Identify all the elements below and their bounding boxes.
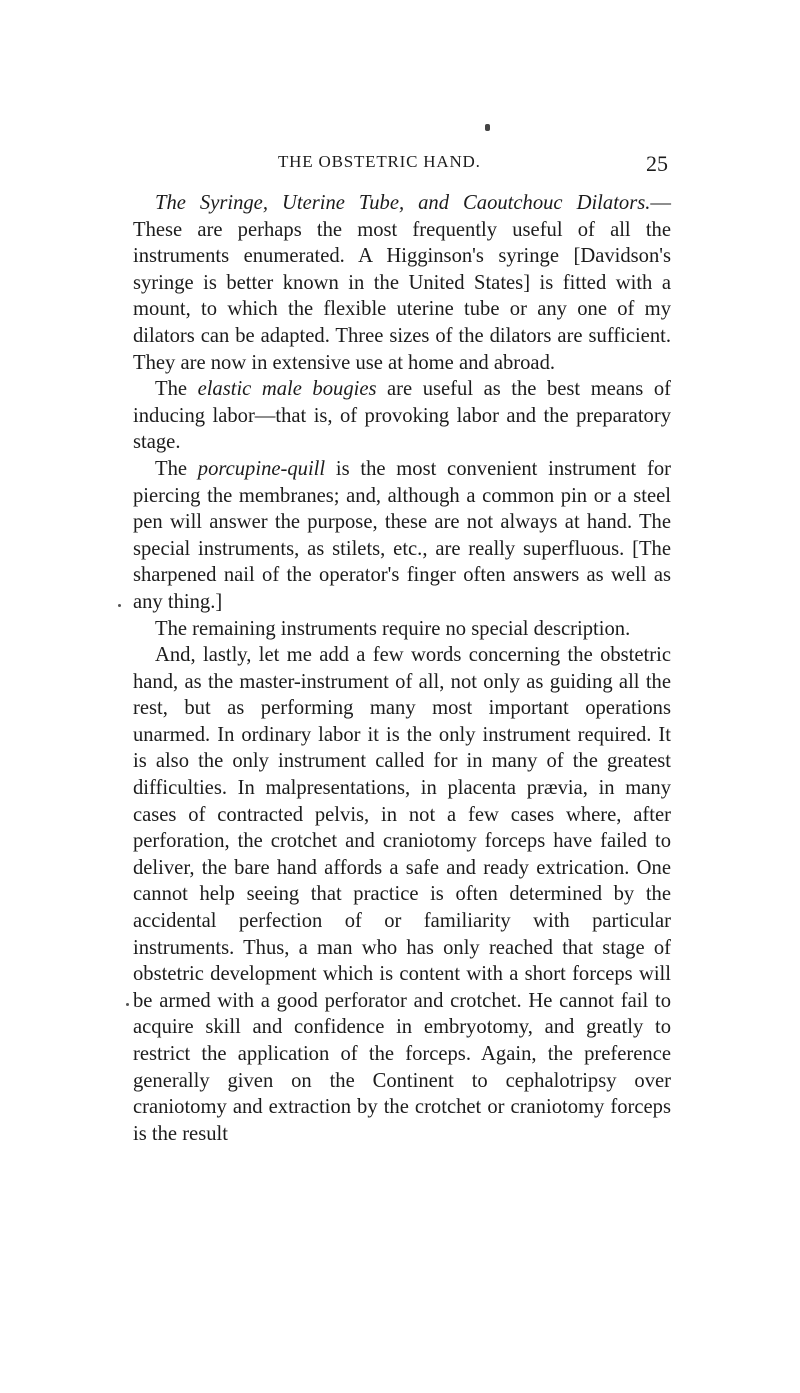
paragraph-porcupine-quill — [133, 456, 671, 616]
paragraph-text: is the most convenient instrument for piercing the membranes; and, although a common pin or a steel pen will answer the purpose, these are not always at hand. The special instruments, as stilets, etc., are really superfluous. [The sharpened nail of the operator's finger often answers as well as any thing.] — [133, 457, 671, 613]
body-text — [133, 190, 671, 1147]
running-title: THE OBSTETRIC HAND. — [278, 152, 481, 171]
margin-speck — [118, 604, 121, 607]
paragraph-remaining-instruments — [133, 616, 671, 643]
page-number: 25 — [646, 151, 668, 176]
print-mark — [485, 124, 490, 131]
paragraph-bougies — [133, 376, 671, 456]
paragraph-text: And, lastly, let me add a few words concerning the obstetric hand, as the master-instrument of all, not only as guiding all the rest, but as performing many most important operations unarmed. In ordinary labor it is the only instrument required. It is also the only instrument called for in many of the greatest difficulties. In malpresentations, in placenta prævia, in many cases of contracted pelvis, in not a few cases where, after perforation, the crotchet and craniotomy forceps have failed to deliver, the bare hand affords a safe and ready extrication. One cannot help seeing that practice is often determined by the accidental perfection of or familiarity with particular instruments. Thus, a man who has only reached that stage of obstetric development which is content with a short forceps will be armed with a good perforator and crotchet. He cannot fail to acquire skill and confidence in embryotomy, and greatly to restrict the application of the forceps. Again, the preference generally given on the Continent to cephalotripsy over craniotomy and extraction by the crotchet or craniotomy forceps is the result — [133, 644, 671, 1145]
paragraph-text: are useful as the best means of inducing labor—that is, of provoking labor and the preparatory stage. — [133, 378, 671, 454]
paragraph-dilators — [133, 190, 671, 376]
paragraph-lead: The — [155, 457, 198, 480]
margin-speck — [126, 1003, 129, 1006]
section-heading: The Syringe, Uterine Tube, and Caoutchouc Dilators. — [155, 192, 651, 214]
paragraph-text: — These are perhaps the most frequently useful of all the instruments enumerated. A Higginson's syringe [Davidson's syringe is better known in the United States] is fitted with a mount, to which the flexible uterine tube or any one of my dilators can be adapted. Three sizes of the dilators are sufficient. They are now in extensive use at home and abroad. — [133, 192, 671, 374]
paragraph-text: The remaining instruments require no special description. — [155, 617, 631, 640]
page-header — [278, 149, 668, 179]
italic-term: elastic male bougies — [197, 378, 377, 401]
italic-term: porcupine-quill — [197, 457, 326, 480]
paragraph-obstetric-hand — [133, 642, 671, 1147]
paragraph-lead: The — [155, 378, 198, 401]
